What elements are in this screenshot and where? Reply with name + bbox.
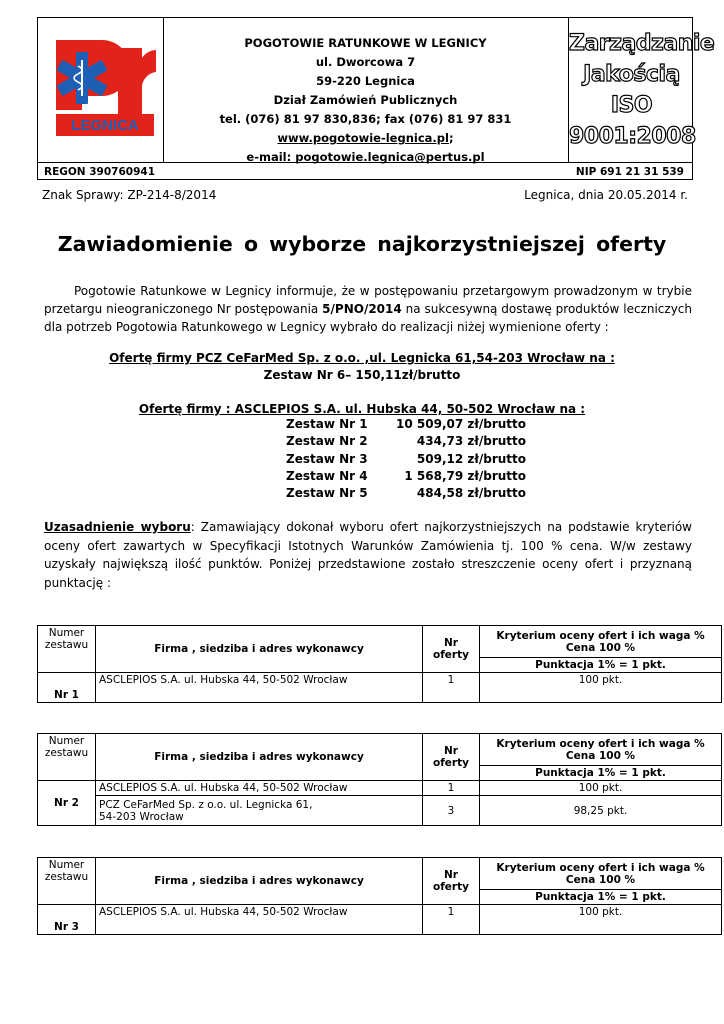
set-number: Nr 3: [38, 905, 96, 935]
firm-cell: PCZ CeFarMed Sp. z o.o. ul. Legnicka 61, 54-203 Wrocław: [96, 796, 423, 826]
nip: NIP 691 21 31 539: [575, 166, 684, 178]
offer-nr-cell: 3: [423, 796, 480, 826]
case-number: Znak Sprawy: ZP-214-8/2014: [42, 188, 217, 202]
iso-line-1: Zarządzanie: [569, 31, 715, 56]
item-label: Zestaw Nr 4: [286, 468, 368, 483]
item-label: Zestaw Nr 3: [286, 451, 368, 466]
procedure-ref: 5/PNO/2014: [322, 302, 402, 316]
firm-cell: ASCLEPIOS S.A. ul. Hubska 44, 50-502 Wrocław: [96, 673, 423, 703]
table-row: [38, 905, 722, 935]
offer2-heading: Ofertę firmy : ASCLEPIOS S.A. ul. Hubska 44, 50-502 Wrocław na :: [138, 402, 586, 416]
set-number: Nr 2: [38, 781, 96, 826]
table-row: [38, 626, 722, 658]
item-value: 484,58 zł/brutto: [416, 486, 526, 501]
justification-label: Uzasadnienie wyboru: [44, 520, 191, 534]
header-punktacja: Punktacja 1% = 1 pkt.: [480, 658, 722, 673]
justification-text: : Zamawiający dokonał wyboru ofert najkorzystniejszych na podstawie kryteriów oceny ofert zawartych w Specyfikacji Istotnych Warunków Zamówienia tj. 100 % cena. W/w zestawy uzyskały największą ilość punktów. Poniżej przedstawione zostało streszczenie oceny ofert i przyznaną punktację :: [44, 520, 692, 590]
header-firma: Firma , siedziba i adres wykonawcy: [96, 626, 423, 673]
set-number: Nr 1: [38, 673, 96, 703]
iso-badge: [569, 18, 715, 162]
address-block: [163, 18, 569, 162]
item-value: 509,12 zł/brutto: [416, 451, 526, 466]
header-numer: Numer zestawu: [38, 734, 96, 781]
offer-nr-cell: 1: [423, 905, 480, 935]
offer2-item: [280, 433, 540, 450]
table-row: [38, 796, 722, 826]
pr-legnica-logo: [38, 18, 162, 162]
table-row: [38, 734, 722, 766]
department: Dział Zamówień Publicznych: [273, 93, 458, 107]
letterhead: [37, 17, 715, 180]
header-nr: Nr oferty: [423, 734, 480, 781]
table-row: [38, 781, 722, 796]
offer1-heading: Ofertę firmy PCZ CeFarMed Sp. z o.o. ,ul. Legnicka 61,54-203 Wrocław na :: [109, 351, 615, 365]
regon: REGON 390760941: [44, 166, 155, 178]
website-suffix: ;: [448, 131, 454, 145]
header-numer: Numer zestawu: [38, 858, 96, 905]
offer2-items: [280, 416, 540, 502]
offer-nr-cell: 1: [423, 673, 480, 703]
email: e-mail: pogotowie.legnica@pertus.pl: [246, 150, 485, 164]
scoring-table-2: [37, 733, 722, 826]
iso-line-4: 9001:2008: [569, 124, 696, 149]
header-firma: Firma , siedziba i adres wykonawcy: [96, 734, 423, 781]
item-value: 434,73 zł/brutto: [416, 434, 526, 449]
org-name: POGOTOWIE RATUNKOWE W LEGNICY: [244, 36, 487, 50]
header-nr: Nr oferty: [423, 626, 480, 673]
website-link[interactable]: www.pogotowie-legnica.pl: [277, 131, 449, 145]
intro-part1: Pogotowie Ratunkowe w Legnicy informuje, że w postępowaniu przetargowym prowadzonym w trybie przetargu nieograniczonego Nr postępowania: [44, 284, 692, 316]
firm-cell: ASCLEPIOS S.A. ul. Hubska 44, 50-502 Wrocław: [96, 905, 423, 935]
item-label: Zestaw Nr 2: [286, 434, 368, 449]
header-numer: Numer zestawu: [38, 626, 96, 673]
scoring-table-3: [37, 857, 722, 935]
header-kryterium: Kryterium oceny ofert i ich waga % Cena 100 %: [480, 734, 722, 766]
score-cell: 100 pkt.: [480, 905, 722, 935]
offer2-item: [280, 416, 540, 433]
iso-line-3: ISO: [610, 93, 653, 118]
item-value: 10 509,07 zł/brutto: [396, 417, 526, 431]
document-title: Zawiadomienie o wyborze najkorzystniejszej oferty: [57, 232, 667, 256]
logo-cell: [38, 18, 164, 162]
firm-cell: ASCLEPIOS S.A. ul. Hubska 44, 50-502 Wrocław: [96, 781, 423, 796]
intro-part2: na sukcesywną dostawę produktów leczniczych dla potrzeb Pogotowia Ratunkowego w Legnicy wybrało do realizacji niżej wymienione oferty :: [44, 302, 692, 334]
header-firma: Firma , siedziba i adres wykonawcy: [96, 858, 423, 905]
score-cell: 98,25 pkt.: [480, 796, 722, 826]
header-punktacja: Punktacja 1% = 1 pkt.: [480, 766, 722, 781]
item-label: Zestaw Nr 1: [286, 417, 368, 431]
justification-paragraph: [44, 518, 692, 592]
offer2-item: [280, 468, 540, 485]
street: ul. Dworcowa 7: [315, 55, 416, 69]
offer2-item: [280, 485, 540, 502]
offer-nr-cell: 1: [423, 781, 480, 796]
phone-fax: tel. (076) 81 97 830,836; fax (076) 81 97 831: [219, 112, 512, 126]
item-value: 1 568,79 zł/brutto: [404, 468, 526, 483]
header-punktacja: Punktacja 1% = 1 pkt.: [480, 890, 722, 905]
regon-nip-row: [38, 162, 692, 181]
header-kryterium: Kryterium oceny ofert i ich waga % Cena 100 %: [480, 626, 722, 658]
table-row: [38, 673, 722, 703]
offer1-subline: Zestaw Nr 6– 150,11zł/brutto: [263, 368, 461, 382]
scoring-table-1: [37, 625, 722, 703]
offer2-item: [280, 451, 540, 468]
score-cell: 100 pkt.: [480, 673, 722, 703]
header-nr: Nr oferty: [423, 858, 480, 905]
header-kryterium: Kryterium oceny ofert i ich waga % Cena 100 %: [480, 858, 722, 890]
table-row: [38, 858, 722, 890]
intro-paragraph: [44, 282, 692, 336]
logo-text: LEGNICA: [71, 117, 139, 134]
item-label: Zestaw Nr 5: [286, 486, 368, 501]
city: 59-220 Legnica: [316, 74, 415, 88]
document-date: Legnica, dnia 20.05.2014 r.: [524, 188, 688, 202]
score-cell: 100 pkt.: [480, 781, 722, 796]
iso-line-2: Jakością: [583, 62, 680, 87]
